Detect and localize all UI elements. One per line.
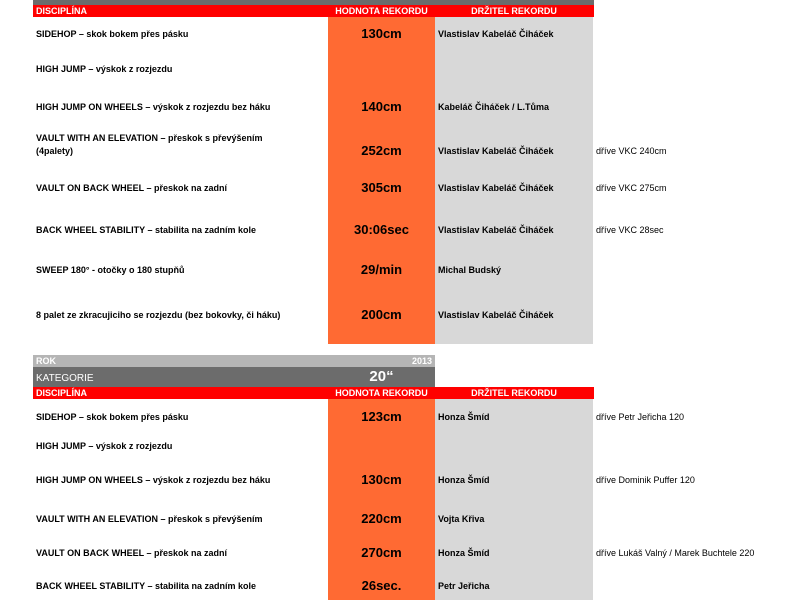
- block2-year-value: 2013: [411, 356, 432, 366]
- block2-year-label: ROK: [36, 356, 56, 366]
- block2-row1-note: dříve Petr Jeřicha 120: [596, 412, 685, 422]
- block2-row3-holder: Honza Šmíd: [438, 475, 490, 485]
- block1-row8-discipline: 8 palet ze zkracujiciho se rozjezdu (bez bokovky, či háku): [36, 310, 281, 320]
- block1-row1-discipline: SIDEHOP – skok bokem přes pásku: [36, 29, 189, 39]
- block2-row2-discipline: HIGH JUMP – výskok z rozjezdu: [36, 441, 173, 451]
- block1-row4-value: 252cm: [361, 143, 402, 158]
- block2-row5-value: 270cm: [361, 545, 402, 560]
- block1-row1-holder: Vlastislav Kabeláč Čiháček: [438, 29, 554, 39]
- block1-row8-value: 200cm: [361, 307, 402, 322]
- block1-header-holder: DRŽITEL REKORDU: [471, 6, 557, 16]
- block2-row6-value: 26sec.: [361, 578, 402, 593]
- block2-row4-value: 220cm: [361, 511, 402, 526]
- block2-header-value: HODNOTA REKORDU: [335, 388, 428, 398]
- block2-year-bar: [33, 355, 435, 367]
- block1-row1-value: 130cm: [361, 26, 402, 41]
- block1-row5-note: dříve VKC 275cm: [596, 183, 667, 193]
- block1-row4-discipline: VAULT WITH AN ELEVATION – přeskok s převýšením: [36, 133, 263, 143]
- block1-row8-holder: Vlastislav Kabeláč Čiháček: [438, 310, 554, 320]
- block2-row5-note: dříve Lukáš Valný / Marek Buchtele 220: [596, 548, 755, 558]
- block1-row4-note: dříve VKC 240cm: [596, 146, 667, 156]
- block1-row4-holder: Vlastislav Kabeláč Čiháček: [438, 146, 554, 156]
- block1-header-discipline: DISCIPLÍNA: [36, 6, 88, 16]
- block2-row1-discipline: SIDEHOP – skok bokem přes pásku: [36, 412, 189, 422]
- block1-row7-holder: Michal Budský: [438, 265, 502, 275]
- block1-row3-value: 140cm: [361, 99, 402, 114]
- block1-row6-discipline: BACK WHEEL STABILITY – stabilita na zadním kole: [36, 225, 257, 235]
- block1-row5-holder: Vlastislav Kabeláč Čiháček: [438, 183, 554, 193]
- block2-row4-holder: Vojta Křiva: [438, 514, 485, 524]
- block2-holder-column: [435, 399, 593, 600]
- block2-header-holder: DRŽITEL REKORDU: [471, 388, 557, 398]
- block1-row5-discipline: VAULT ON BACK WHEEL – přeskok na zadní: [36, 183, 228, 193]
- block2-row1-holder: Honza Šmíd: [438, 412, 490, 422]
- block2-row5-holder: Honza Šmíd: [438, 548, 490, 558]
- block2-row6-holder: Petr Jeřicha: [438, 581, 490, 591]
- block1-row6-value: 30:06sec: [354, 222, 409, 237]
- block1-header-value: HODNOTA REKORDU: [335, 6, 428, 16]
- block1-row3-discipline: HIGH JUMP ON WHEELS – výskok z rozjezdu bez háku: [36, 102, 271, 112]
- block1-row6-holder: Vlastislav Kabeláč Čiháček: [438, 225, 554, 235]
- block2-row3-value: 130cm: [361, 472, 402, 487]
- block1-row6-note: dříve VKC 28sec: [596, 225, 664, 235]
- block2-row3-discipline: HIGH JUMP ON WHEELS – výskok z rozjezdu bez háku: [36, 475, 271, 485]
- block2-row6-discipline: BACK WHEEL STABILITY – stabilita na zadním kole: [36, 581, 257, 591]
- block1-row5-value: 305cm: [361, 180, 402, 195]
- block1-row2-discipline: HIGH JUMP – výskok z rozjezdu: [36, 64, 173, 74]
- block2-row4-discipline: VAULT WITH AN ELEVATION – přeskok s převýšením: [36, 514, 263, 524]
- block2-row3-note: dříve Dominik Puffer 120: [596, 475, 695, 485]
- block1-row3-holder: Kabeláč Čiháček / L.Tůma: [438, 102, 550, 112]
- block1-holder-column: [435, 17, 593, 344]
- block1-row7-discipline: SWEEP 180° - otočky o 180 stupňů: [36, 265, 185, 275]
- block2-value-column: [328, 399, 435, 600]
- block1-row4-discipline-line2: (4palety): [36, 146, 74, 156]
- block2-row5-discipline: VAULT ON BACK WHEEL – přeskok na zadní: [36, 548, 228, 558]
- block2-category-value: 20“: [369, 368, 394, 385]
- block2-category-label: KATEGORIE: [36, 373, 94, 384]
- block2-header-discipline: DISCIPLÍNA: [36, 388, 88, 398]
- block2-row1-value: 123cm: [361, 409, 402, 424]
- block1-row7-value: 29/min: [360, 262, 403, 277]
